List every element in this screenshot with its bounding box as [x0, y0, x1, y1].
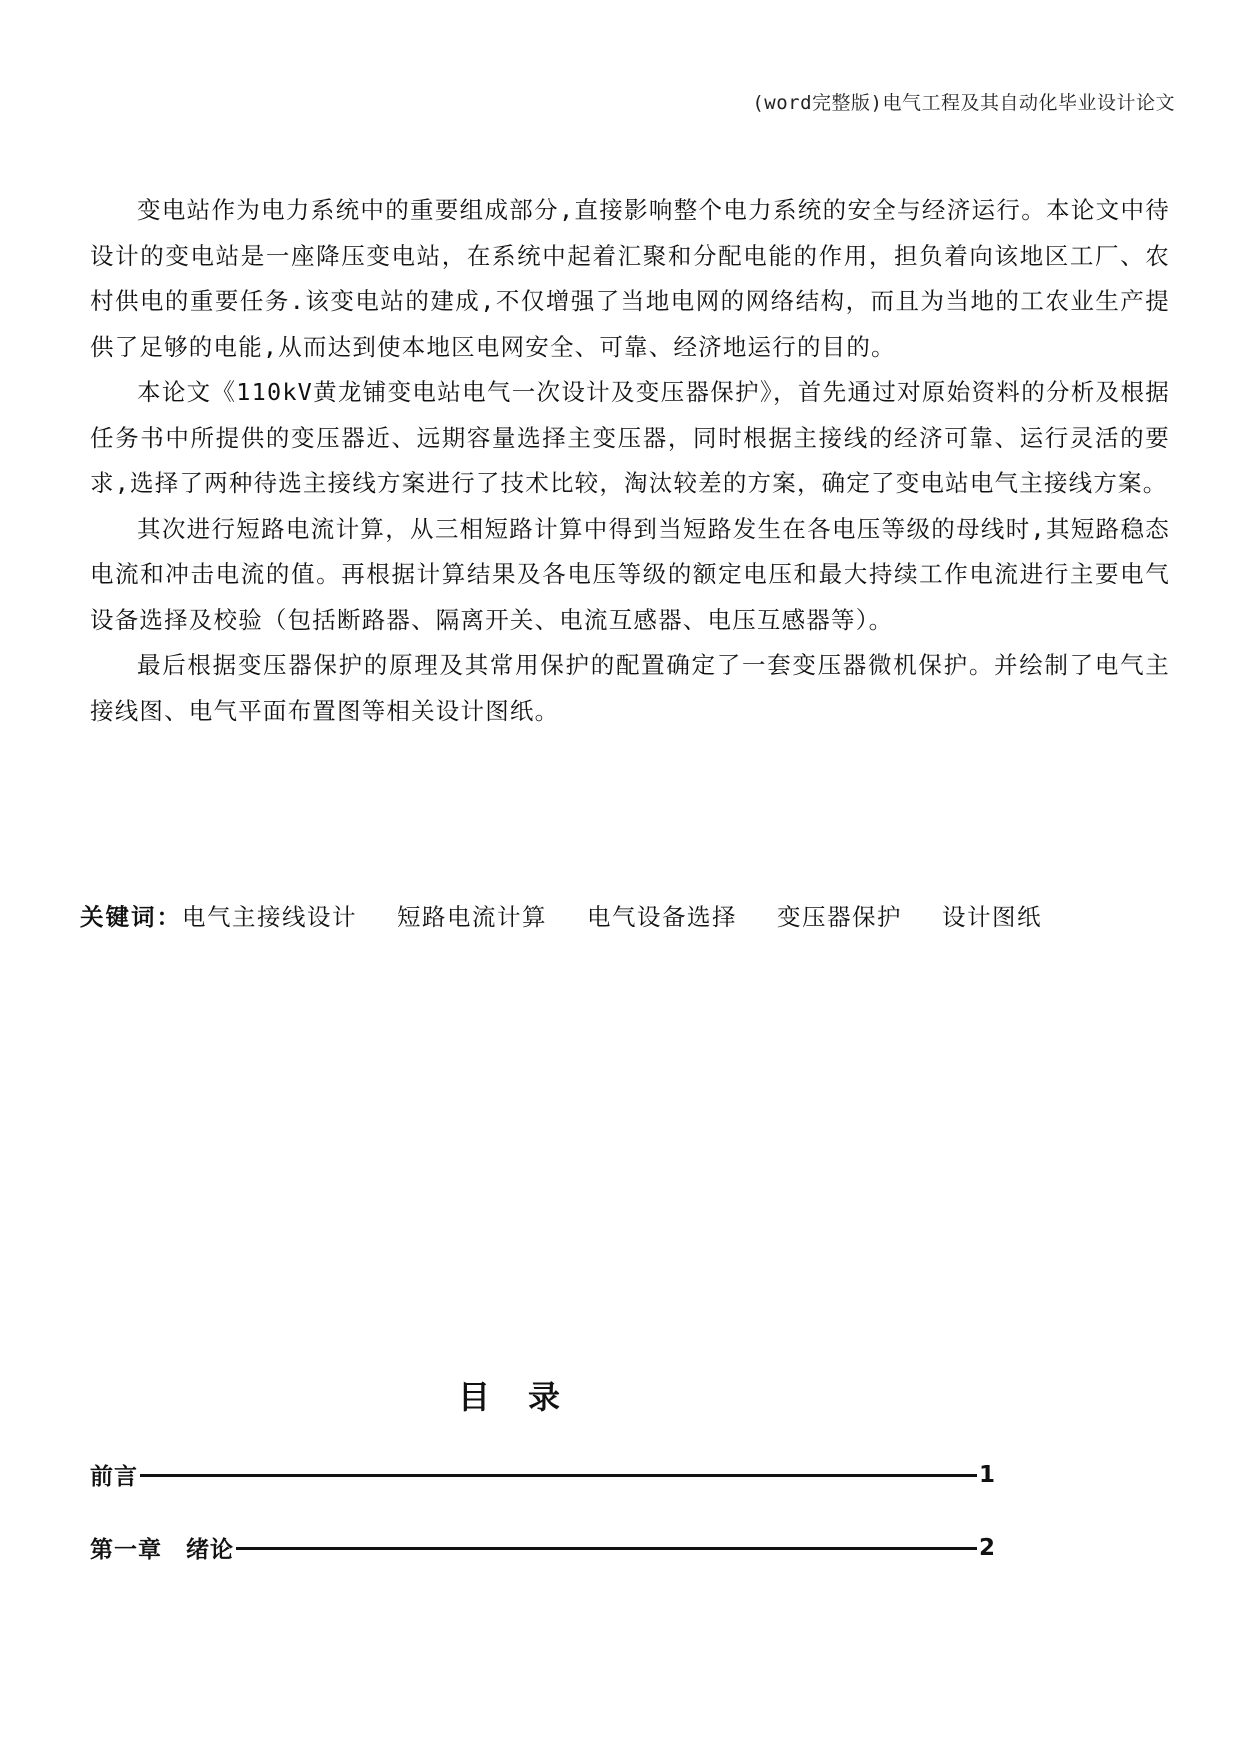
abstract-paragraph-1: 变电站作为电力系统中的重要组成部分,直接影响整个电力系统的安全与经济运行。本论文中待设计的变电站是一座降压变电站，在系统中起着汇聚和分配电能的作用，担负着向该地区工厂、农村供电的重要任务.该变电站的建成,不仅增强了当地电网的网络结构，而且为当地的工农业生产提供了足够的电能,从而达到使本地区电网安全、可靠、经济地运行的目的。 [90, 196, 1170, 361]
toc-entry-page: 2 [978, 1534, 995, 1561]
toc-entry-page: 1 [978, 1461, 995, 1488]
toc-entry-label: 第一章 绪论 [90, 1537, 234, 1563]
running-header: (word完整版)电气工程及其自动化毕业设计论文 [752, 92, 1175, 114]
keyword-item: 电气主接线设计 [182, 903, 357, 931]
toc-entry-chapter-1[interactable] [90, 1531, 995, 1564]
keyword-item: 设计图纸 [942, 903, 1042, 931]
toc-title: 目录 [458, 1378, 599, 1416]
toc-entry-label: 前言 [90, 1464, 138, 1490]
abstract-paragraph-4: 最后根据变压器保护的原理及其常用保护的配置确定了一套变压器微机保护。并绘制了电气主接线图、电气平面布置图等相关设计图纸。 [90, 651, 1170, 725]
keyword-item: 电气设备选择 [587, 903, 737, 931]
abstract-paragraph-2: 本论文《110kV黄龙铺变电站电气一次设计及变压器保护》，首先通过对原始资料的分析及根据任务书中所提供的变压器近、远期容量选择主变压器，同时根据主接线的经济可靠、运行灵活的要求,选择了两种待选主接线方案进行了技术比较，淘汰较差的方案，确定了变电站电气主接线方案。 [90, 378, 1170, 497]
keyword-item: 短路电流计算 [397, 903, 547, 931]
abstract-paragraph-3: 其次进行短路电流计算，从三相短路计算中得到当短路发生在各电压等级的母线时,其短路稳态电流和冲击电流的值。再根据计算结果及各电压等级的额定电压和最大持续工作电流进行主要电气设备选择及校验（包括断路器、隔离开关、电流互感器、电压互感器等）。 [90, 514, 1170, 634]
keyword-item: 变压器保护 [777, 903, 902, 931]
keywords-line [80, 898, 1042, 932]
toc-leader-line [236, 1547, 977, 1550]
toc-entry-preface[interactable] [90, 1458, 995, 1491]
keywords-label: 关键词： [80, 903, 182, 931]
toc-leader-line [140, 1474, 977, 1477]
abstract-body [90, 188, 1170, 734]
